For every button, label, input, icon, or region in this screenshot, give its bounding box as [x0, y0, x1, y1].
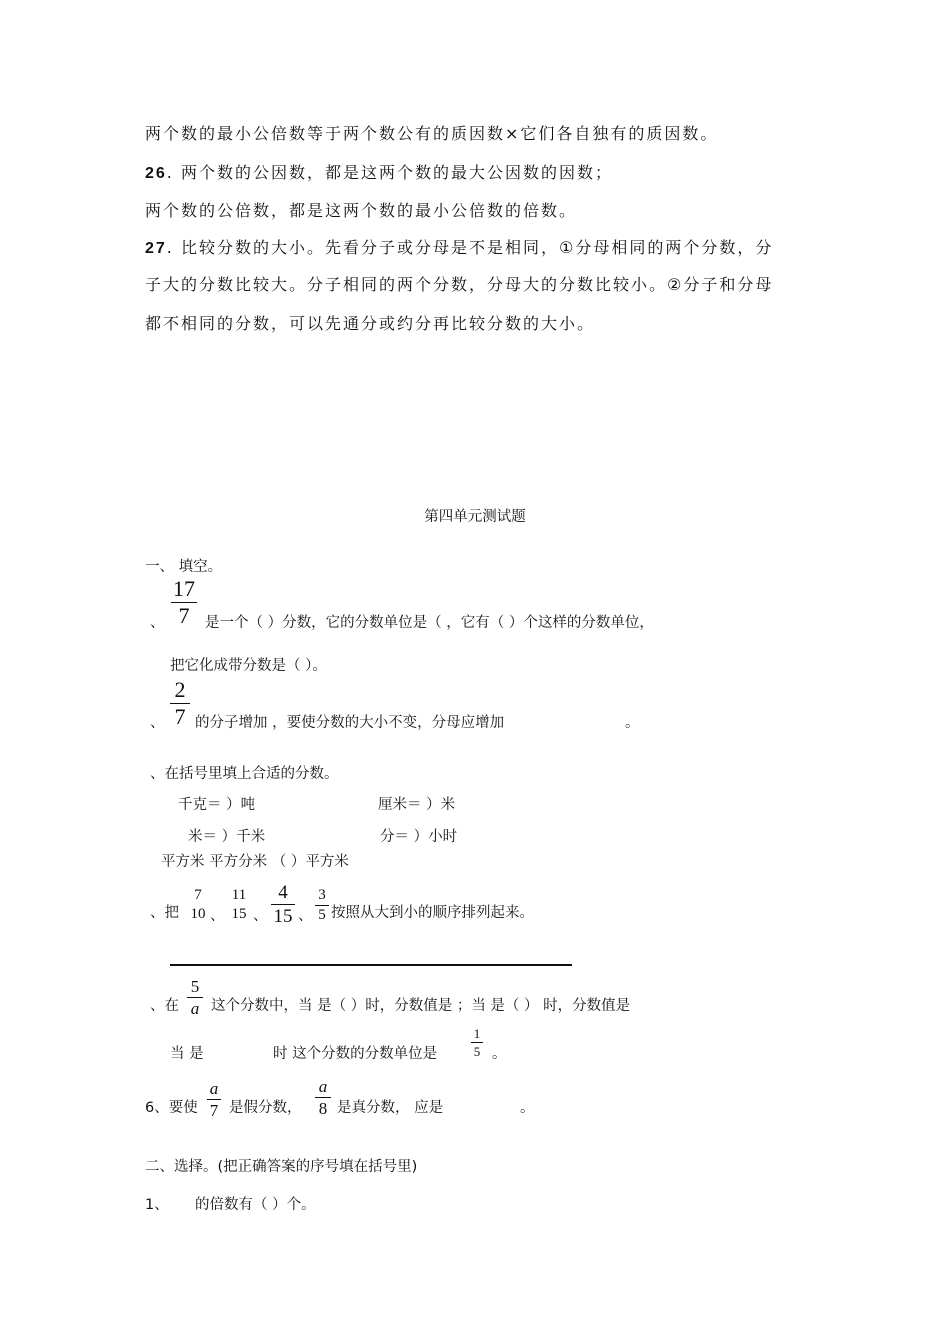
s2-q1-text: 的倍数有（ ）个。 [195, 1197, 316, 1213]
denominator: 15 [231, 906, 247, 922]
test-title: 第四单元测试题 [424, 509, 526, 525]
q4-separator: 、 [298, 908, 313, 924]
note-item-27-line3: 都不相同的分数，可以先通分或约分再比较分数的大小。 [145, 314, 596, 333]
q2-prefix: 、 [150, 715, 165, 731]
q6-fraction-2 [315, 1078, 331, 1117]
q5-prefix: 、在 [150, 998, 179, 1014]
numerator: 7 [194, 887, 202, 903]
q6-mid: 是假分数， [229, 1100, 302, 1116]
note-multiples: 两个数的公倍数，都是这两个数的最小公倍数的倍数。 [145, 201, 578, 220]
section-fill-blank: 一、 填空。 [145, 559, 223, 575]
q5-fraction [187, 978, 203, 1017]
q2-fraction [170, 679, 190, 728]
denominator: a [190, 999, 200, 1018]
item-number: 26 [145, 165, 167, 182]
numerator: a [209, 1079, 219, 1098]
q3-row1-b: 厘米＝ ）米 [378, 797, 456, 813]
q4-fraction-2 [228, 888, 250, 922]
numerator: 5 [190, 977, 200, 996]
denominator: 7 [178, 603, 190, 628]
q2-text: 的分子增加 ，要使分数的大小不变，分母应增加 [195, 715, 505, 731]
q3-row2-a: 米＝ ）千米 [188, 829, 266, 845]
fraction-bar [471, 1042, 483, 1043]
numerator: 11 [231, 887, 247, 903]
q2-end: 。 [625, 715, 640, 731]
denominator: 8 [318, 1099, 328, 1118]
numerator: 17 [173, 576, 195, 601]
fraction-bar [207, 1099, 221, 1100]
q6-text: 是真分数， 应是 [337, 1100, 444, 1116]
q3-row3: 平方米 平方分米 （ ）平方米 [161, 854, 349, 870]
numerator: 2 [174, 677, 186, 702]
q3-row1-a: 千克＝ ）吨 [178, 797, 256, 813]
q4-separator: 、 [210, 908, 225, 924]
q5-end: 。 [492, 1046, 507, 1062]
section-choice: 二、选择。(把正确答案的序号填在括号里) [145, 1159, 418, 1175]
note-item-27-line2: 子大的分数比较大。分子相同的两个分数，分母大的分数比较小。②分子和分母 [145, 275, 774, 294]
q3-row2-b: 分＝ ）小时 [380, 829, 458, 845]
q5-line2-a: 当 是 [170, 1046, 204, 1062]
answer-line [170, 964, 572, 966]
numerator: 4 [278, 882, 288, 903]
q5-unit-fraction [471, 1027, 483, 1058]
numerator: 3 [318, 887, 326, 903]
denominator: 7 [209, 1101, 219, 1120]
fraction-bar [315, 905, 329, 906]
item-number: 27 [145, 240, 167, 257]
q6-prefix: 6、要使 [145, 1100, 198, 1116]
fraction-bar [271, 904, 295, 905]
q4-separator: 、 [253, 908, 268, 924]
q6-fraction-1 [207, 1080, 221, 1119]
s2-q1-number: 1、 [145, 1197, 169, 1213]
item-text: . 比较分数的大小。先看分子或分母是不是相同，①分母相同的两个分数，分 [166, 238, 774, 257]
q4-text: 按照从大到小的顺序排列起来。 [331, 905, 534, 921]
numerator: a [318, 1077, 328, 1096]
q6-end: 。 [520, 1100, 535, 1116]
fraction-bar [187, 997, 203, 998]
fraction-bar [315, 1097, 331, 1098]
q1-text: 是一个（ ）分数，它的分数单位是（ ，它有（ ）个这样的分数单位， [205, 615, 654, 631]
numerator: 1 [473, 1026, 481, 1041]
q1-line2: 把它化成带分数是（ ）。 [170, 658, 327, 674]
note-item-26 [145, 160, 613, 183]
q1-fraction [171, 578, 197, 627]
q4-fraction-4 [315, 888, 329, 923]
note-item-27 [145, 235, 773, 258]
denominator: 5 [473, 1044, 481, 1059]
denominator: 15 [273, 906, 293, 927]
note-lcm: 两个数的最小公倍数等于两个数公有的质因数×它们各自独有的质因数。 [145, 124, 719, 143]
q5-line2-b: 时 这个分数的分数单位是 [273, 1046, 438, 1062]
item-text: . 两个数的公因数，都是这两个数的最大公因数的因数； [166, 163, 613, 182]
denominator: 10 [190, 906, 206, 922]
q1-prefix: 、 [150, 615, 165, 631]
q4-prefix: 、把 [150, 905, 179, 921]
q4-fraction-3 [271, 883, 295, 926]
q4-fraction-1 [187, 888, 209, 922]
denominator: 7 [174, 704, 186, 729]
q5-text: 这个分数中，当 是（ ）时，分数值是 ；当 是（ ） 时，分数值是 [211, 998, 631, 1014]
q3-text: 、在括号里填上合适的分数。 [150, 766, 339, 782]
denominator: 5 [318, 907, 326, 923]
